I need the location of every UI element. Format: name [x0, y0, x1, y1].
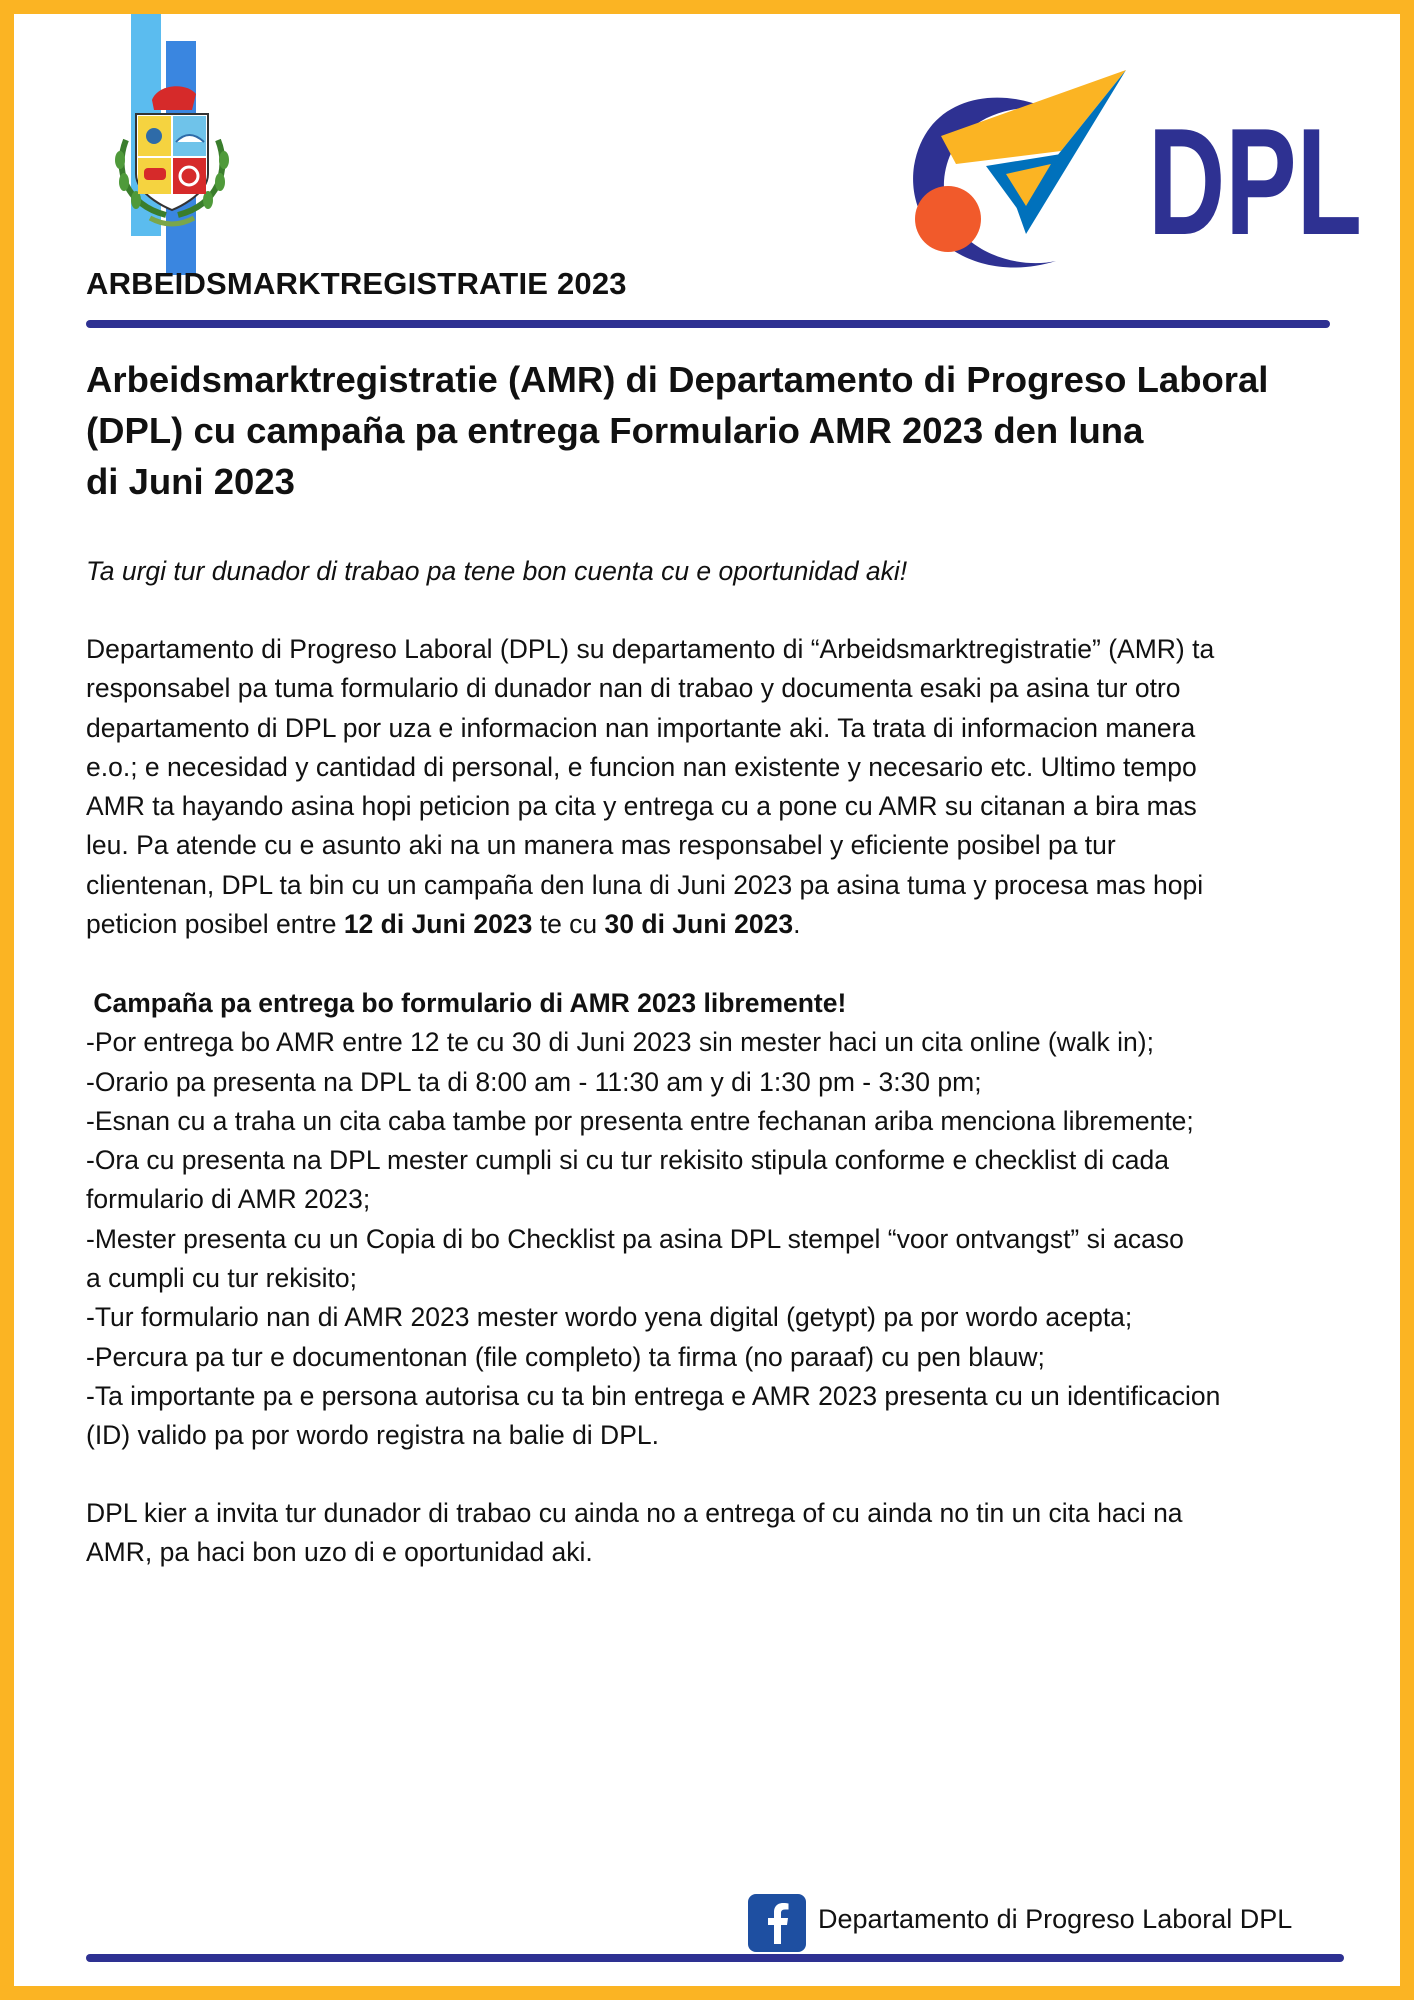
campaign-item: -Orario pa presenta na DPL ta di 8:00 am - 11:30 am y di 1:30 pm - 3:30 pm; [86, 1066, 982, 1097]
facebook-page-link[interactable]: Departamento di Progreso Laboral DPL [818, 1904, 1293, 1934]
facebook-icon[interactable] [748, 1894, 806, 1952]
paragraph-line: Departamento di Progreso Laboral (DPL) su departamento di “Arbeidsmarktregistratie” (AMR) ta [86, 634, 1215, 664]
campaign-item: formulario di AMR 2023; [86, 1184, 371, 1215]
dpl-logo-icon [886, 56, 1372, 286]
intro-text: Ta urgi tur dunador di trabao pa tene bon cuenta cu e oportunidad aki! [86, 556, 908, 586]
campaign-item: -Percura pa tur e documentonan (file completo) ta firma (no paraaf) cu pen blauw; [86, 1341, 1045, 1372]
last-line-suffix: . [793, 909, 801, 940]
paragraph-line: leu. Pa atende cu e asunto aki na un manera mas responsabel y eficiente posibel pa tur [86, 830, 1116, 861]
last-line-mid: te cu [532, 909, 605, 940]
paragraph-line: e.o.; e necesidad y cantidad di personal, e funcion nan existente y necesario etc. Ultimo tempo [86, 751, 1197, 782]
paragraph-last-line [86, 905, 1366, 944]
campaign-item: -Por entrega bo AMR entre 12 te cu 30 di Juni 2023 sin mester haci un cita online (walk in); [86, 1027, 1154, 1058]
campaign-item: -Ta importante pa e persona autorisa cu ta bin entrega e AMR 2023 presenta cu un identificacion [86, 1380, 1221, 1411]
campaign-item: (ID) valido pa por wordo registra na balie di DPL. [86, 1420, 659, 1451]
document-label: ARBEIDSMARKTREGISTRATIE 2023 [86, 266, 627, 301]
description-paragraph [86, 630, 1366, 944]
campaign-section [86, 984, 1366, 1456]
title-line: Arbeidsmarktregistratie (AMR) di Departamento di Progreso Laboral [86, 359, 1269, 400]
campaign-item: -Tur formulario nan di AMR 2023 mester wordo yena digital (getypt) pa por wordo acepta; [86, 1302, 1133, 1333]
campaign-item: -Ora cu presenta na DPL mester cumpli si cu tur rekisito stipula conforme e checklist di cada [86, 1145, 1170, 1176]
title-line: (DPL) cu campaña pa entrega Formulario AMR 2023 den luna [86, 410, 1144, 451]
paragraph-line: responsabel pa tuma formulario di dunador nan di trabao y documenta esaki pa asina tur otro [86, 673, 1181, 704]
dpl-logo-text: DPL [1148, 97, 1362, 267]
paragraph-line: AMR ta hayando asina hopi peticion pa cita y entrega cu a pone cu AMR su citanan a bira mas [86, 791, 1197, 822]
campaign-item: -Esnan cu a traha un cita caba tambe por presenta entre fechanan ariba menciona libremente; [86, 1105, 1194, 1136]
page-title [86, 354, 1356, 507]
campaign-heading: Campaña pa entrega bo formulario di AMR 2023 libremente! [86, 988, 847, 1018]
aruba-coat-of-arms-icon [106, 70, 238, 230]
date-end: 30 di Juni 2023 [604, 909, 794, 940]
footer-divider [86, 1954, 1344, 1962]
campaign-item: -Mester presenta cu un Copia di bo Checklist pa asina DPL stempel “voor ontvangst” si acaso [86, 1223, 1184, 1254]
closing-paragraph [86, 1494, 1366, 1573]
closing-line: DPL kier a invita tur dunador di trabao cu ainda no a entrega of cu ainda no tin un cita haci na [86, 1498, 1183, 1528]
date-start: 12 di Juni 2023 [343, 909, 533, 940]
campaign-item: a cumpli cu tur rekisito; [86, 1263, 357, 1294]
paragraph-line: clientenan, DPL ta bin cu un campaña den luna di Juni 2023 pa asina tuma y procesa mas hopi [86, 869, 1204, 900]
header-divider [86, 320, 1330, 328]
paragraph-line: departamento di DPL por uza e informacion nan importante aki. Ta trata di informacion manera [86, 712, 1196, 743]
last-line-prefix: peticion posibel entre [86, 909, 344, 940]
title-line: di Juni 2023 [86, 461, 295, 502]
closing-line: AMR, pa haci bon uzo di e oportunidad aki. [86, 1537, 593, 1568]
